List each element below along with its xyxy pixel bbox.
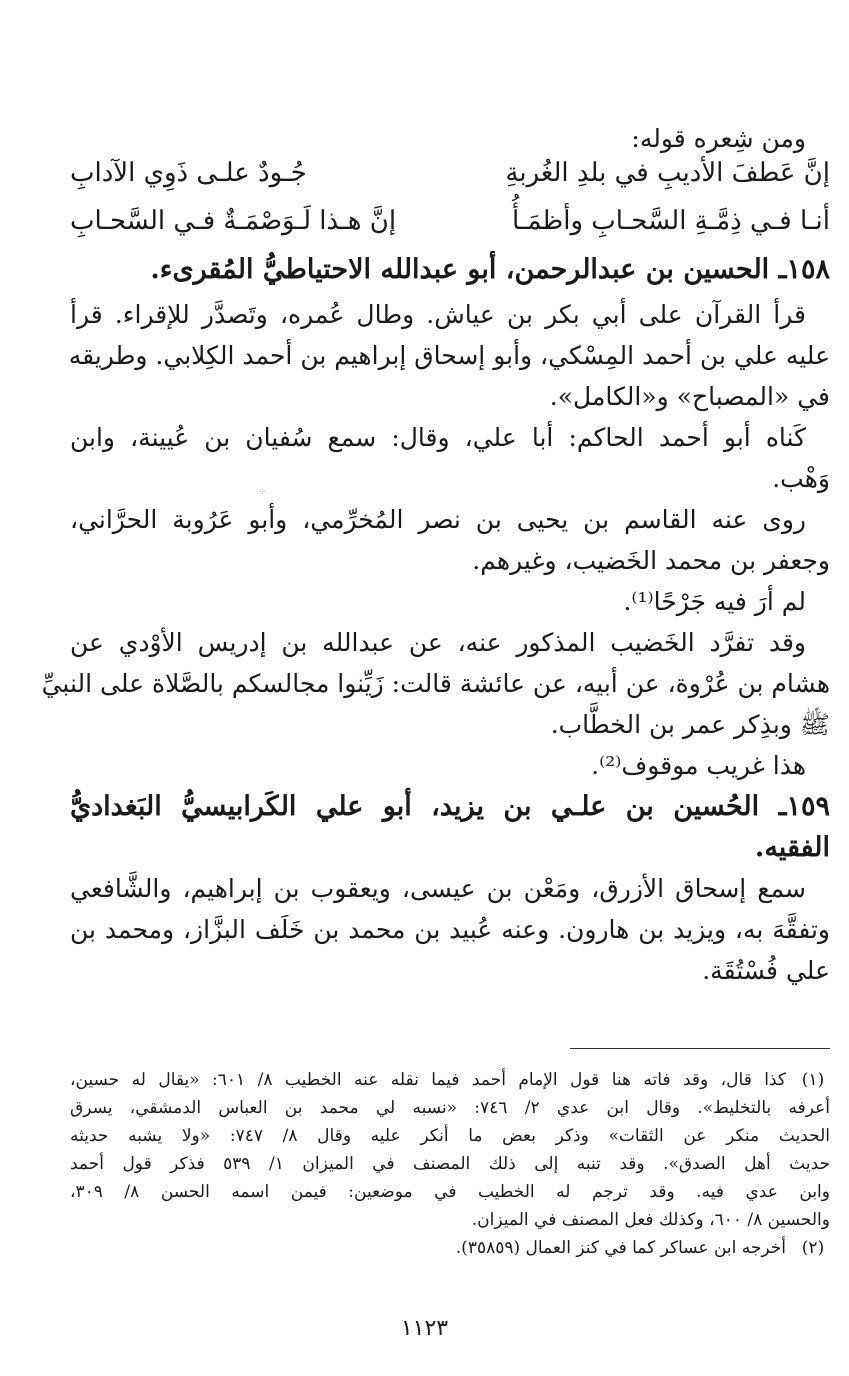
- footnote-number: (١): [801, 1070, 825, 1090]
- entry-158-text-line: هشام بن عُرْوة، عن أبيه، عن عائشة قالت: زَيِّنوا مجالسكم بالصَّلاة على النبيِّ: [41, 669, 830, 698]
- verse-1-first-hemistich: إنَّ عَطفَ الأديبِ في بلدِ الغُربةِ: [505, 158, 830, 188]
- footnote-line: أعرفه بالتخليط». وقال ابن عدي ٢/ ٧٤٦: «نسبه لي محمد بن العباس الدمشقي، يسرق: [70, 1098, 831, 1118]
- entry-158-verdict: لم أرَ فيه جَرْحًا⁽¹⁾.: [623, 587, 806, 616]
- entry-159-text-line: سمع إسحاق الأزرق، ومَعْن بن عيسى، ويعقوب بن إبراهيم، والشَّافعي: [70, 874, 806, 903]
- entry-158-heading: ١٥٨ـ الحسين بن عبدالرحمن، أبو عبدالله الاحتياطيُّ المُقرىء.: [150, 254, 830, 285]
- verse-1-second-hemistich: جُـودٌ علـى ذَوِي الآدابِ: [70, 158, 307, 188]
- footnote-line: الحديث منكر عن الثقات» وذكر بعض ما أنكر عليه وقال ٨/ ٧٤٧: «ولا يشبه حديثه: [70, 1126, 830, 1146]
- entry-158-text-line: وجعفر بن محمد الخَضيب، وغيرهم.: [472, 546, 830, 575]
- footnote-separator: [570, 1048, 830, 1049]
- entry-159-text-line: وتفقَّهَ به، ويزيد بن هارون. وعنه عُبيد بن محمد بن خَلَف البزَّاز، ومحمد بن: [70, 915, 830, 944]
- entry-158-text-line: قرأ القرآن على أبي بكر بن عياش. وطال عُمره، وتَصدَّر للإقراء. قرأ: [70, 300, 806, 329]
- verse-2-first-hemistich: أنـا فـي ذِمَّـةِ السَّحـابِ وأظمَـأُ: [511, 206, 830, 236]
- footnote-line: وابن عدي فيه. وقد ترجم له الخطيب في موضعين: فيمن اسمه الحسن ٨/ ٣٠٩،: [70, 1182, 830, 1202]
- entry-158-text-line: ﷺ وبذِكر عمر بن الخطَّاب.: [550, 710, 830, 739]
- entry-158-text-line: روى عنه القاسم بن يحيى بن نصر المُخرِّمي، وأبو عَرُوبة الحرَّاني،: [70, 505, 806, 534]
- entry-158-text-line: كَناه أبو أحمد الحاكم: أبا علي، وقال: سمع سُفيان بن عُيينة، وابن: [70, 423, 806, 452]
- page-number: ١١٢٣: [400, 1316, 449, 1341]
- entry-159-heading: ١٥٩ـ الحُسين بن علـي بن يزيد، أبو علي الكَرابيسيُّ البَغداديُّ: [70, 791, 830, 822]
- verse-2-second-hemistich: إنَّ هـذا لَـوَصْمَـةٌ فـي السَّحـابِ: [70, 206, 397, 236]
- entry-159-text-line: علي فُسْتُقَة.: [702, 956, 830, 985]
- entry-158-text-line: وَهْب.: [772, 464, 830, 493]
- page-body: [41, 110, 831, 1360]
- footnote-line: حديث أهل الصدق». وقد تنبه إلى ذلك المصنف في الميزان ١/ ٥٣٩ فذكر قول أحمد: [70, 1154, 831, 1174]
- footnote-line: والحسين ٨/ ٦٠٠، وكذلك فعل المصنف في الميزان.: [471, 1210, 830, 1230]
- entry-158-verdict: هذا غريب موقوف⁽²⁾.: [591, 751, 806, 780]
- entry-158-text-line: وقد تفرَّد الخَضيب المذكور عنه، عن عبدالله بن إدريس الأوْدي عن: [70, 628, 806, 657]
- footnote-line: كذا قال، وقد فاته هنا قول الإمام أحمد فيما نقله عنه الخطيب ٨/ ٦٠١: «يقال له حسين،: [70, 1070, 786, 1090]
- entry-158-text-line: عليه علي بن أحمد المِسْكي، وأبو إسحاق إبراهيم بن أحمد الكِلابي. وطريقه: [68, 341, 830, 370]
- footnote-number: (٢): [801, 1238, 825, 1258]
- footnote-line: أخرجه ابن عساكر كما في كنز العمال (٣٥٨٥٩).: [455, 1238, 786, 1258]
- intro-poetry-line: ومن شِعره قوله:: [631, 124, 806, 153]
- entry-158-text-line: في «المصباح» و«الكامل».: [549, 382, 830, 411]
- entry-159-heading-cont: الفقيه.: [754, 832, 830, 863]
- scan-speck: ⁘: [258, 487, 267, 498]
